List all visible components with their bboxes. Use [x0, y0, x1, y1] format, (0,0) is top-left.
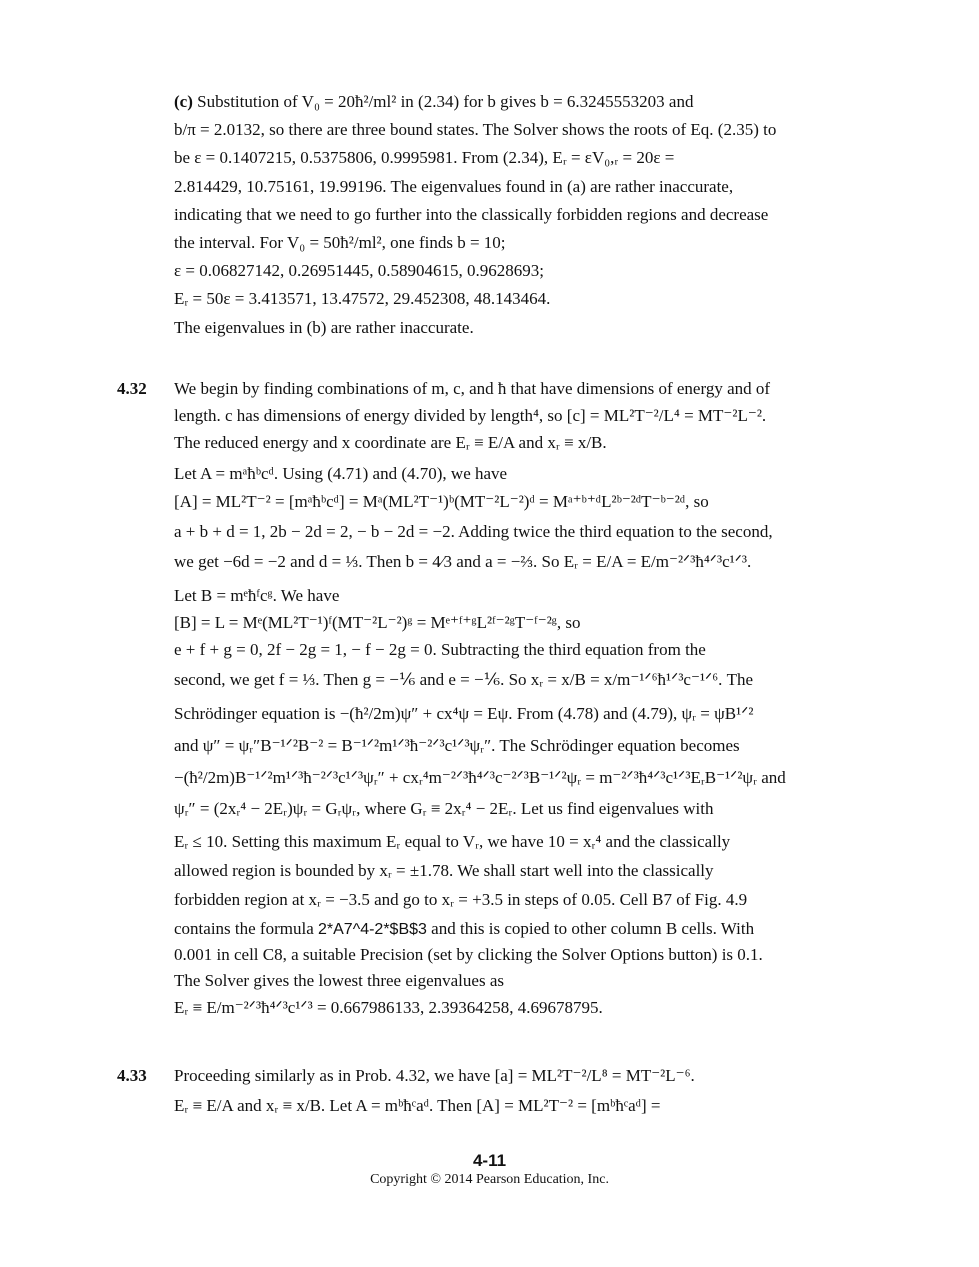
- text-line: Eᵣ ≡ E/A and xᵣ ≡ x/B. Let A = mᵇħᶜaᵈ. Then [A] = ML²T⁻² = [mᵇħᶜaᵈ] =: [174, 1096, 661, 1115]
- text-line: Let B = mᵉħᶠcᵍ. We have: [174, 586, 340, 605]
- text-line: Eᵣ ≡ E/m⁻²ᐟ³ħ⁴ᐟ³c¹ᐟ³ = 0.667986133, 2.39364258, 4.69678795.: [174, 998, 603, 1017]
- text-line: −(ħ²/2m)B⁻¹ᐟ²m¹ᐟ³ħ⁻²ᐟ³c¹ᐟ³ψᵣ″ + cxᵣ⁴m⁻²ᐟ³ħ⁴ᐟ³c⁻²ᐟ³B⁻¹ᐟ²ψᵣ = m⁻²ᐟ³ħ⁴ᐟ³c¹ᐟ³EᵣB⁻¹ᐟ²ψᵣ and: [174, 768, 786, 787]
- text-line: the interval. For V₀ = 50ħ²/ml², one finds b = 10;: [174, 233, 506, 252]
- page-number: 4-11: [472, 1151, 507, 1170]
- text-line: Proceeding similarly as in Prob. 4.32, we have [a] = ML²T⁻²/L⁸ = MT⁻²L⁻⁶.: [174, 1066, 695, 1085]
- text-line: [B] = L = Mᵉ(ML²T⁻¹)ᶠ(MT⁻²L⁻²)ᵍ = Mᵉ⁺ᶠ⁺ᵍL²ᶠ⁻²ᵍT⁻ᶠ⁻²ᵍ, so: [174, 613, 581, 632]
- text-line: forbidden region at xᵣ = −3.5 and go to xᵣ = +3.5 in steps of 0.05. Cell B7 of Fig. 4.9: [174, 890, 748, 909]
- text-line: The eigenvalues in (b) are rather inaccurate.: [174, 318, 474, 337]
- text-line: Eᵣ ≤ 10. Setting this maximum Eᵣ equal to Vᵣ, we have 10 = xᵣ⁴ and the classically: [174, 832, 731, 851]
- problem-number: 4.33: [117, 1066, 147, 1085]
- text-line: and ψ″ = ψᵣ″B⁻¹ᐟ²B⁻² = B⁻¹ᐟ²m¹ᐟ³ħ⁻²ᐟ³c¹ᐟ³ψᵣ″. The Schrödinger equation becomes: [174, 736, 740, 755]
- line-text: Substitution of V₀ = 20ħ²/ml² in (2.34) for b gives b = 6.3245553203 and: [192, 92, 694, 111]
- text-line: 2.814429, 10.75161, 19.99196. The eigenvalues found in (a) are rather inaccurate,: [174, 177, 734, 196]
- text-line: The Solver gives the lowest three eigenvalues as: [174, 971, 504, 990]
- text-line: second, we get f = ⅓. Then g = −⅙ and e = −⅙. So xᵣ = x/B = x/m⁻¹ᐟ⁶ħ¹ᐟ³c⁻¹ᐟ⁶. The: [174, 670, 754, 689]
- excel-formula: 2*A7^4-2*$B$3: [318, 921, 427, 938]
- problem-number: 4.32: [117, 379, 147, 398]
- copyright-notice: Copyright © 2014 Pearson Education, Inc.: [370, 1172, 609, 1187]
- text-line: We begin by finding combinations of m, c, and ħ that have dimensions of energy and of: [174, 379, 771, 398]
- text-line: Let A = mᵃħᵇcᵈ. Using (4.71) and (4.70), we have: [174, 464, 508, 483]
- text-line: [174, 92, 693, 112]
- text-line: Schrödinger equation is −(ħ²/2m)ψ″ + cx⁴ψ = Eψ. From (4.78) and (4.79), ψᵣ = ψB¹ᐟ²: [174, 704, 754, 723]
- part-label: (c): [174, 92, 193, 111]
- text-line: The reduced energy and x coordinate are Eᵣ ≡ E/A and xᵣ ≡ x/B.: [174, 433, 607, 452]
- text-line: 0.001 in cell C8, a suitable Precision (set by clicking the Solver Options button) is 0.1.: [174, 945, 763, 964]
- text-line: indicating that we need to go further into the classically forbidden regions and decrease: [174, 205, 769, 224]
- text-line: e + f + g = 0, 2f − 2g = 1, − f − 2g = 0. Subtracting the third equation from the: [174, 640, 706, 659]
- text-line: we get −6d = −2 and d = ⅓. Then b = 4⁄3 and a = −⅔. So Eᵣ = E/A = E/m⁻²ᐟ³ħ⁴ᐟ³c¹ᐟ³.: [174, 552, 752, 571]
- line-text: contains the formula: [174, 919, 318, 938]
- text-line: ψᵣ″ = (2xᵣ⁴ − 2Eᵣ)ψᵣ = Gᵣψᵣ, where Gᵣ ≡ 2xᵣ⁴ − 2Eᵣ. Let us find eigenvalues with: [174, 799, 714, 818]
- line-text: and this is copied to other column B cells. With: [426, 919, 755, 938]
- text-line: Eᵣ = 50ε = 3.413571, 13.47572, 29.452308, 48.143464.: [174, 289, 551, 308]
- text-line: [174, 919, 754, 940]
- text-line: [A] = ML²T⁻² = [mᵃħᵇcᵈ] = Mᵃ(ML²T⁻¹)ᵇ(MT⁻²L⁻²)ᵈ = Mᵃ⁺ᵇ⁺ᵈL²ᵇ⁻²ᵈT⁻ᵇ⁻²ᵈ, so: [174, 492, 709, 511]
- text-line: ε = 0.06827142, 0.26951445, 0.58904615, 0.9628693;: [174, 261, 544, 280]
- text-line: length. c has dimensions of energy divided by length⁴, so [c] = ML²T⁻²/L⁴ = MT⁻²L⁻².: [174, 406, 767, 425]
- text-line: a + b + d = 1, 2b − 2d = 2, − b − 2d = −2. Adding twice the third equation to the second,: [174, 522, 773, 541]
- text-line: allowed region is bounded by xᵣ = ±1.78. We shall start well into the classically: [174, 861, 714, 880]
- text-line: be ε = 0.1407215, 0.5375806, 0.9995981. From (2.34), Eᵣ = εV₀,ᵣ = 20ε =: [174, 148, 675, 167]
- text-line: b/π = 2.0132, so there are three bound states. The Solver shows the roots of Eq. (2.35) to: [174, 120, 777, 139]
